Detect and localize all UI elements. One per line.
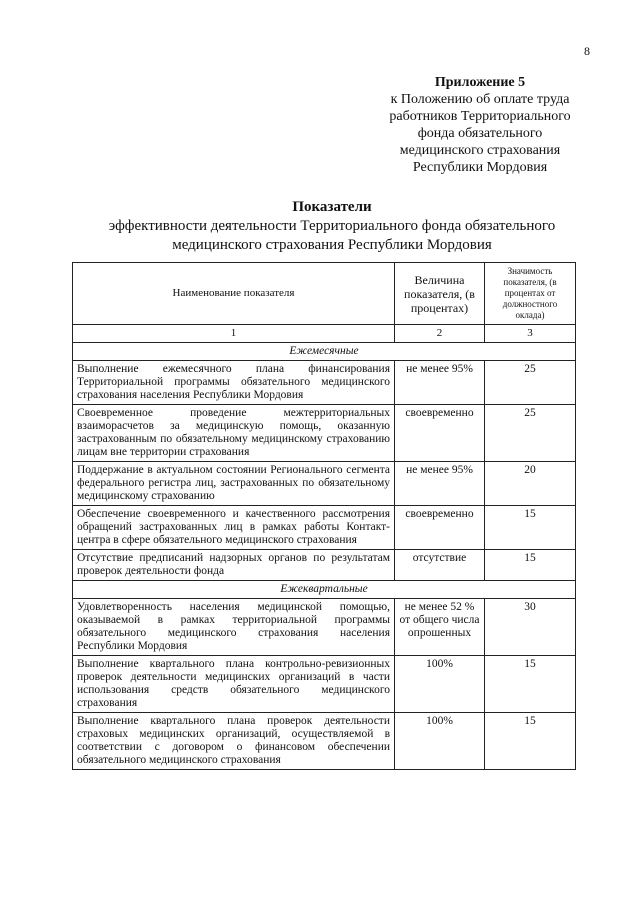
indicator-weight: 20 — [485, 462, 576, 506]
indicator-value: 100% — [395, 656, 485, 713]
indicator-value: отсутствие — [395, 550, 485, 581]
table-row — [73, 405, 576, 462]
indicators-table — [72, 262, 576, 770]
document-heading — [104, 198, 560, 255]
table-row — [73, 713, 576, 770]
indicator-weight: 15 — [485, 550, 576, 581]
section-row — [73, 581, 576, 599]
appendix-line: фонда обязательного — [417, 126, 543, 141]
document-subtitle-line: медицинского страхования Республики Мордовия — [172, 237, 492, 253]
table-row — [73, 462, 576, 506]
document-subtitle-line: эффективности деятельности Территориального фонда обязательного — [108, 218, 556, 234]
indicator-weight: 15 — [485, 656, 576, 713]
indicator-weight: 30 — [485, 599, 576, 656]
section-title: Ежемесячные — [73, 343, 576, 361]
header-indicator-value: Величина показателя, (в процентах) — [395, 263, 485, 325]
indicator-name: Выполнение квартального плана контрольно-ревизионных проверок деятельности медицинских организаций в части использования средств обязательного медицинского страхования — [73, 656, 395, 713]
column-number: 1 — [73, 325, 395, 343]
indicator-value: не менее 52 % от общего числа опрошенных — [395, 599, 485, 656]
indicator-name: Своевременное проведение межтерриториальных взаиморасчетов за медицинскую помощь, оказанную застрахованным по обязательному медицинскому страхованию лицам вне территории страхования — [73, 405, 395, 462]
header-indicator-name: Наименование показателя — [73, 263, 395, 325]
indicator-weight: 25 — [485, 361, 576, 405]
table-header-row — [73, 263, 576, 325]
indicator-value: своевременно — [395, 506, 485, 550]
indicator-value: своевременно — [395, 405, 485, 462]
column-number: 3 — [485, 325, 576, 343]
table-row — [73, 656, 576, 713]
indicator-value: не менее 95% — [395, 462, 485, 506]
table-row — [73, 506, 576, 550]
section-row — [73, 343, 576, 361]
appendix-title: Приложение 5 — [434, 75, 526, 90]
indicator-name: Отсутствие предписаний надзорных органов по результатам проверок деятельности фонда — [73, 550, 395, 581]
appendix-line: медицинского страхования — [399, 143, 561, 158]
indicator-name: Поддержание в актуальном состоянии Регионального сегмента федерального регистра лиц, застрахованных по обязательному медицинскому страхованию — [73, 462, 395, 506]
column-number-row — [73, 325, 576, 343]
table-row — [73, 550, 576, 581]
appendix-line: работников Территориального — [389, 109, 571, 124]
appendix-block — [360, 74, 600, 176]
indicator-name: Выполнение ежемесячного плана финансирования Территориальной программы обязательного медицинского страхования населения Республики Мордовия — [73, 361, 395, 405]
indicator-weight: 15 — [485, 506, 576, 550]
indicator-name: Обеспечение своевременного и качественного рассмотрения обращений застрахованных лиц в рамках работы Контакт-центра в сфере обязательного медицинского страхования — [73, 506, 395, 550]
indicator-value: 100% — [395, 713, 485, 770]
indicator-value: не менее 95% — [395, 361, 485, 405]
section-title: Ежеквартальные — [73, 581, 576, 599]
appendix-line: к Положению об оплате труда — [390, 92, 570, 107]
appendix-line: Республики Мордовия — [412, 160, 548, 175]
table-row — [73, 599, 576, 656]
indicator-name: Удовлетворенность населения медицинской помощью, оказываемой в рамках территориальной программы обязательного медицинского страхования населения Республики Мордовия — [73, 599, 395, 656]
indicator-weight: 15 — [485, 713, 576, 770]
table-row — [73, 361, 576, 405]
document-title: Показатели — [292, 199, 372, 215]
header-indicator-weight: Значимость показателя, (в процентах от должностного оклада) — [485, 263, 576, 325]
page-number: 8 — [584, 44, 590, 58]
column-number: 2 — [395, 325, 485, 343]
indicator-name: Выполнение квартального плана проверок деятельности страховых медицинских организаций, осуществляемой в соответствии с договором о финансовом обеспечении обязательного медицинского страхования — [73, 713, 395, 770]
indicator-weight: 25 — [485, 405, 576, 462]
